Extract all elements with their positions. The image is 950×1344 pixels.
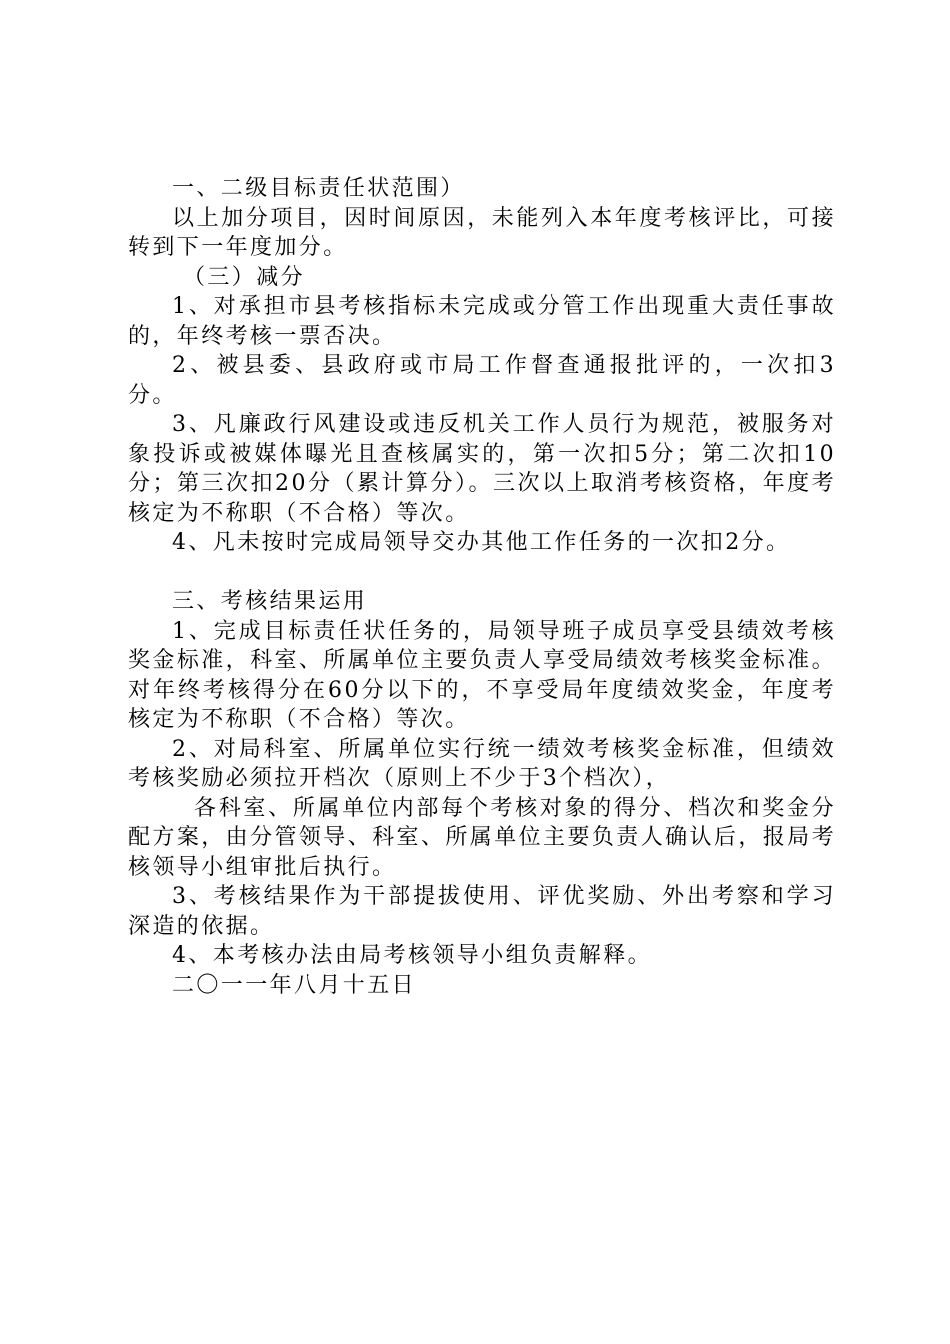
paragraph-bonus-carryover: 以上加分项目，因时间原因，未能列入本年度考核评比，可接转到下一年度加分。: [128, 205, 836, 260]
paragraph-deduction-3: 3、凡廉政行风建设或违反机关工作人员行为规范，被服务对象投诉或被媒体曝光且查核属实的，第一次扣5分；第二次扣10分；第三次扣20分（累计算分）。三次以上取消考核资格，年度考核定为不称职（不合格）等次。: [128, 412, 836, 526]
paragraph-results-1: 1、完成目标责任状任务的，局领导班子成员享受县绩效考核奖金标准，科室、所属单位主要负责人享受局绩效考核奖金标准。对年终考核得分在60分以下的，不享受局年度绩效奖金，年度考核定为不称职（不合格）等次。: [128, 618, 836, 732]
document-body: [128, 174, 836, 1000]
paragraph-deduction-2: 2、被县委、县政府或市局工作督查通报批评的，一次扣3分。: [128, 353, 836, 408]
paragraph-results-3: 3、考核结果作为干部提拔使用、评优奖励、外出考察和学习深造的依据。: [128, 884, 836, 939]
paragraph-deduction-1: 1、对承担市县考核指标未完成或分管工作出现重大责任事故的，年终考核一票否决。: [128, 294, 836, 349]
paragraph-results-4: 4、本考核办法由局考核领导小组负责解释。: [172, 943, 652, 968]
section-heading-deductions: （三）减分: [183, 264, 306, 290]
section-heading-scope: 一、二级目标责任状范围）: [172, 176, 465, 201]
blank-line: [128, 558, 836, 588]
paragraph-results-2: 2、对局科室、所属单位实行统一绩效考核奖金标准，但绩效考核奖励必须拉开档次（原则上不少于3个档次），: [128, 736, 836, 791]
document-date: 二〇一一年八月十五日: [172, 972, 417, 998]
paragraph-results-2-continued: 各科室、所属单位内部每个考核对象的得分、档次和奖金分配方案，由分管领导、科室、所属单位主要负责人确认后，报局考核领导小组审批后执行。: [128, 795, 836, 880]
section-heading-results: 三、考核结果运用: [172, 589, 368, 614]
paragraph-deduction-4: 4、凡未按时完成局领导交办其他工作任务的一次扣2分。: [172, 530, 791, 555]
